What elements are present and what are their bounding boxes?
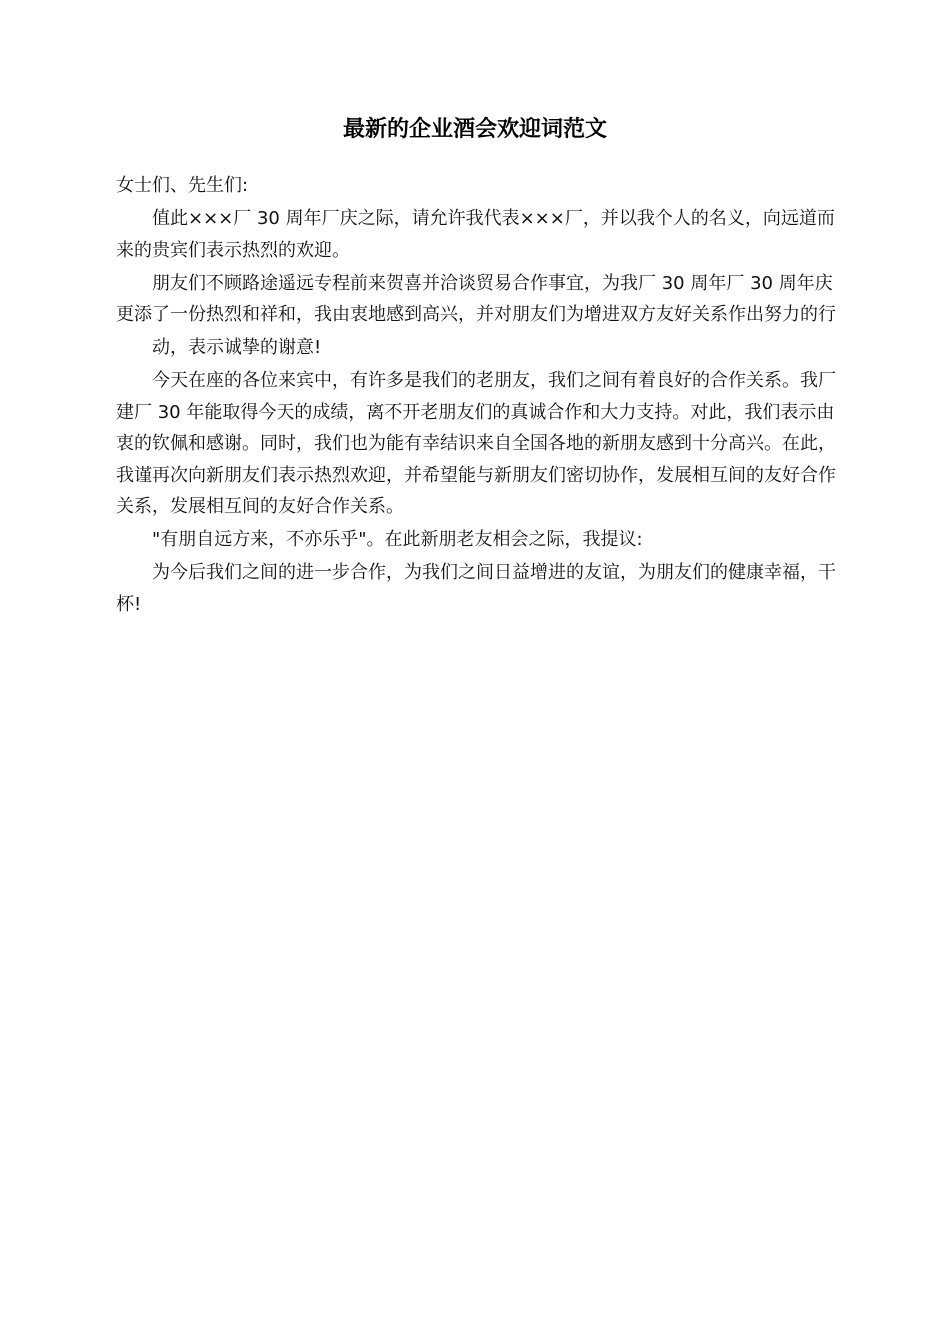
document-title: 最新的企业酒会欢迎词范文: [342, 117, 607, 142]
body-paragraph: 今天在座的各位来宾中，有许多是我们的老朋友，我们之间有着良好的合作关系。我厂建厂 30 年能取得今天的成绩，离不开老朋友们的真诚合作和大力支持。对此，我们表示由衷的钦佩和感谢。同时，我们也为能有幸结识来自全国各地的新朋友感到十分高兴。在此，我谨再次向新朋友们表示热烈欢迎，并希望能与新朋友们密切协作，发展相互间的友好合作关系，发展相互间的友好合作关系。: [116, 370, 836, 517]
body-paragraph: 动，表示诚挚的谢意!: [152, 337, 322, 358]
body-paragraph: "有朋自远方来，不亦乐乎"。在此新朋老友相会之际，我提议:: [152, 529, 643, 550]
document-body: [116, 170, 836, 622]
body-paragraph: 朋友们不顾路途遥远专程前来贺喜并洽谈贸易合作事宜，为我厂 30 周年厂 30 周年庆更添了一份热烈和祥和，我由衷地感到高兴，并对朋友们为增进双方友好关系作出努力的行: [116, 272, 836, 325]
body-paragraph: 值此×××厂 30 周年厂庆之际，请允许我代表×××厂，并以我个人的名义，向远道而来的贵宾们表示热烈的欢迎。: [116, 208, 835, 261]
salutation-paragraph: 女士们、先生们:: [116, 175, 249, 196]
toast-paragraph: 为今后我们之间的进一步合作，为我们之间日益增进的友谊，为朋友们的健康幸福，干杯!: [116, 562, 836, 615]
